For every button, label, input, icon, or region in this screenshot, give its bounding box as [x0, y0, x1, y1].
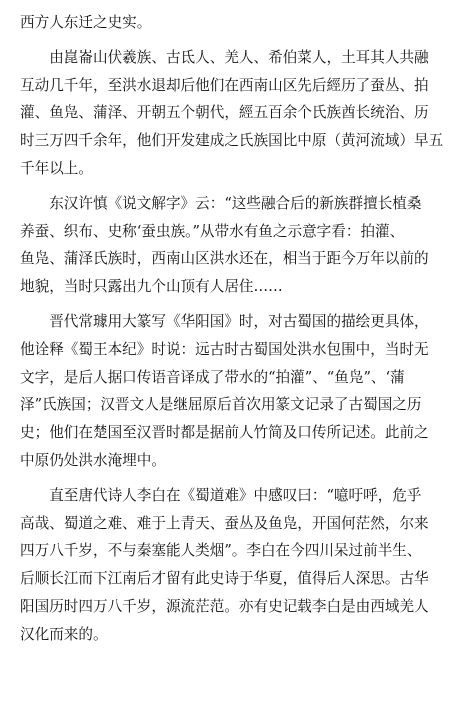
paragraph-2 [20, 44, 456, 183]
text-line: 时三万四千余年，他们开发建成之氏族国比中原（黄河流域）早五 [20, 132, 444, 150]
text-line: 他诠释《蜀王本纪》时说：远古时古蜀国处洪水包围中，当时无 [20, 340, 429, 358]
paragraph-1 [20, 9, 456, 37]
text-line: 四万八千岁，不与秦塞能人类烟”。李白在今四川呆过前半生、 [20, 542, 422, 560]
text-line: 由崑崙山伏羲族、古氐人、羌人、希伯菜人，土耳其人共融 [20, 48, 429, 66]
text-line: 高哉、蜀道之难、难于上青天、蚕丛及鱼凫，开国何茫然，尔来 [20, 514, 429, 532]
text-line: 泽”氏族国；汉晋文人是继屈原后首次用篆文记录了古蜀国之历 [20, 396, 422, 414]
text-line: 中原仍处洪水淹埋中。 [20, 451, 166, 469]
text-line: 养蚕、织布、史称‘蚕虫族。”从带水有鱼之示意字看：拍灌、 [20, 222, 405, 240]
text-line: 互动几千年，至洪水退却后他们在西南山区先后經历了蚕丛、拍 [20, 76, 429, 94]
text-line: 东汉许慎《说文解字》云：“这些融合后的新族群擅长植桑 [20, 194, 422, 212]
paragraph-5 [20, 482, 456, 649]
text-line: 灌、鱼凫、蒲泽、开朝五个朝代，經五百余个氏族酋长统治、历 [20, 104, 429, 122]
text-line: 鱼凫、蒲泽氏族时，西南山区洪水还在，相当于距今万年以前的 [20, 250, 429, 268]
text-line: 文字，是后人据口传语音译成了带水的“拍灌”、“鱼凫”、‘蒲 [20, 368, 405, 386]
text-line: 后顺长江而下江南后才留有此史诗于华夏，值得后人深思。古华 [20, 570, 429, 588]
text-line: 地貌，当时只露出九个山顶有人居住…… [20, 278, 283, 296]
text-line: 史；他们在楚国至汉晋时都是据前人竹简及口传所记述。此前之 [20, 424, 429, 442]
paragraph-3 [20, 190, 456, 301]
text-line: 阳国历时四万八千岁，源流茫范。亦有史记载李白是由西域羌人 [20, 597, 429, 615]
text-line: 汉化而来的。 [20, 625, 108, 643]
text-line: 晋代常璩用大篆写《华阳国》时，对古蜀国的描绘更具体， [20, 312, 429, 330]
paragraph-4 [20, 308, 456, 475]
text-line: 千年以上。 [20, 159, 93, 177]
text-line: 西方人东迁之史实。 [20, 14, 152, 31]
text-line: 直至唐代诗人李白在《蜀道难》中感叹曰：“噫吁呼，危乎 [20, 486, 422, 504]
